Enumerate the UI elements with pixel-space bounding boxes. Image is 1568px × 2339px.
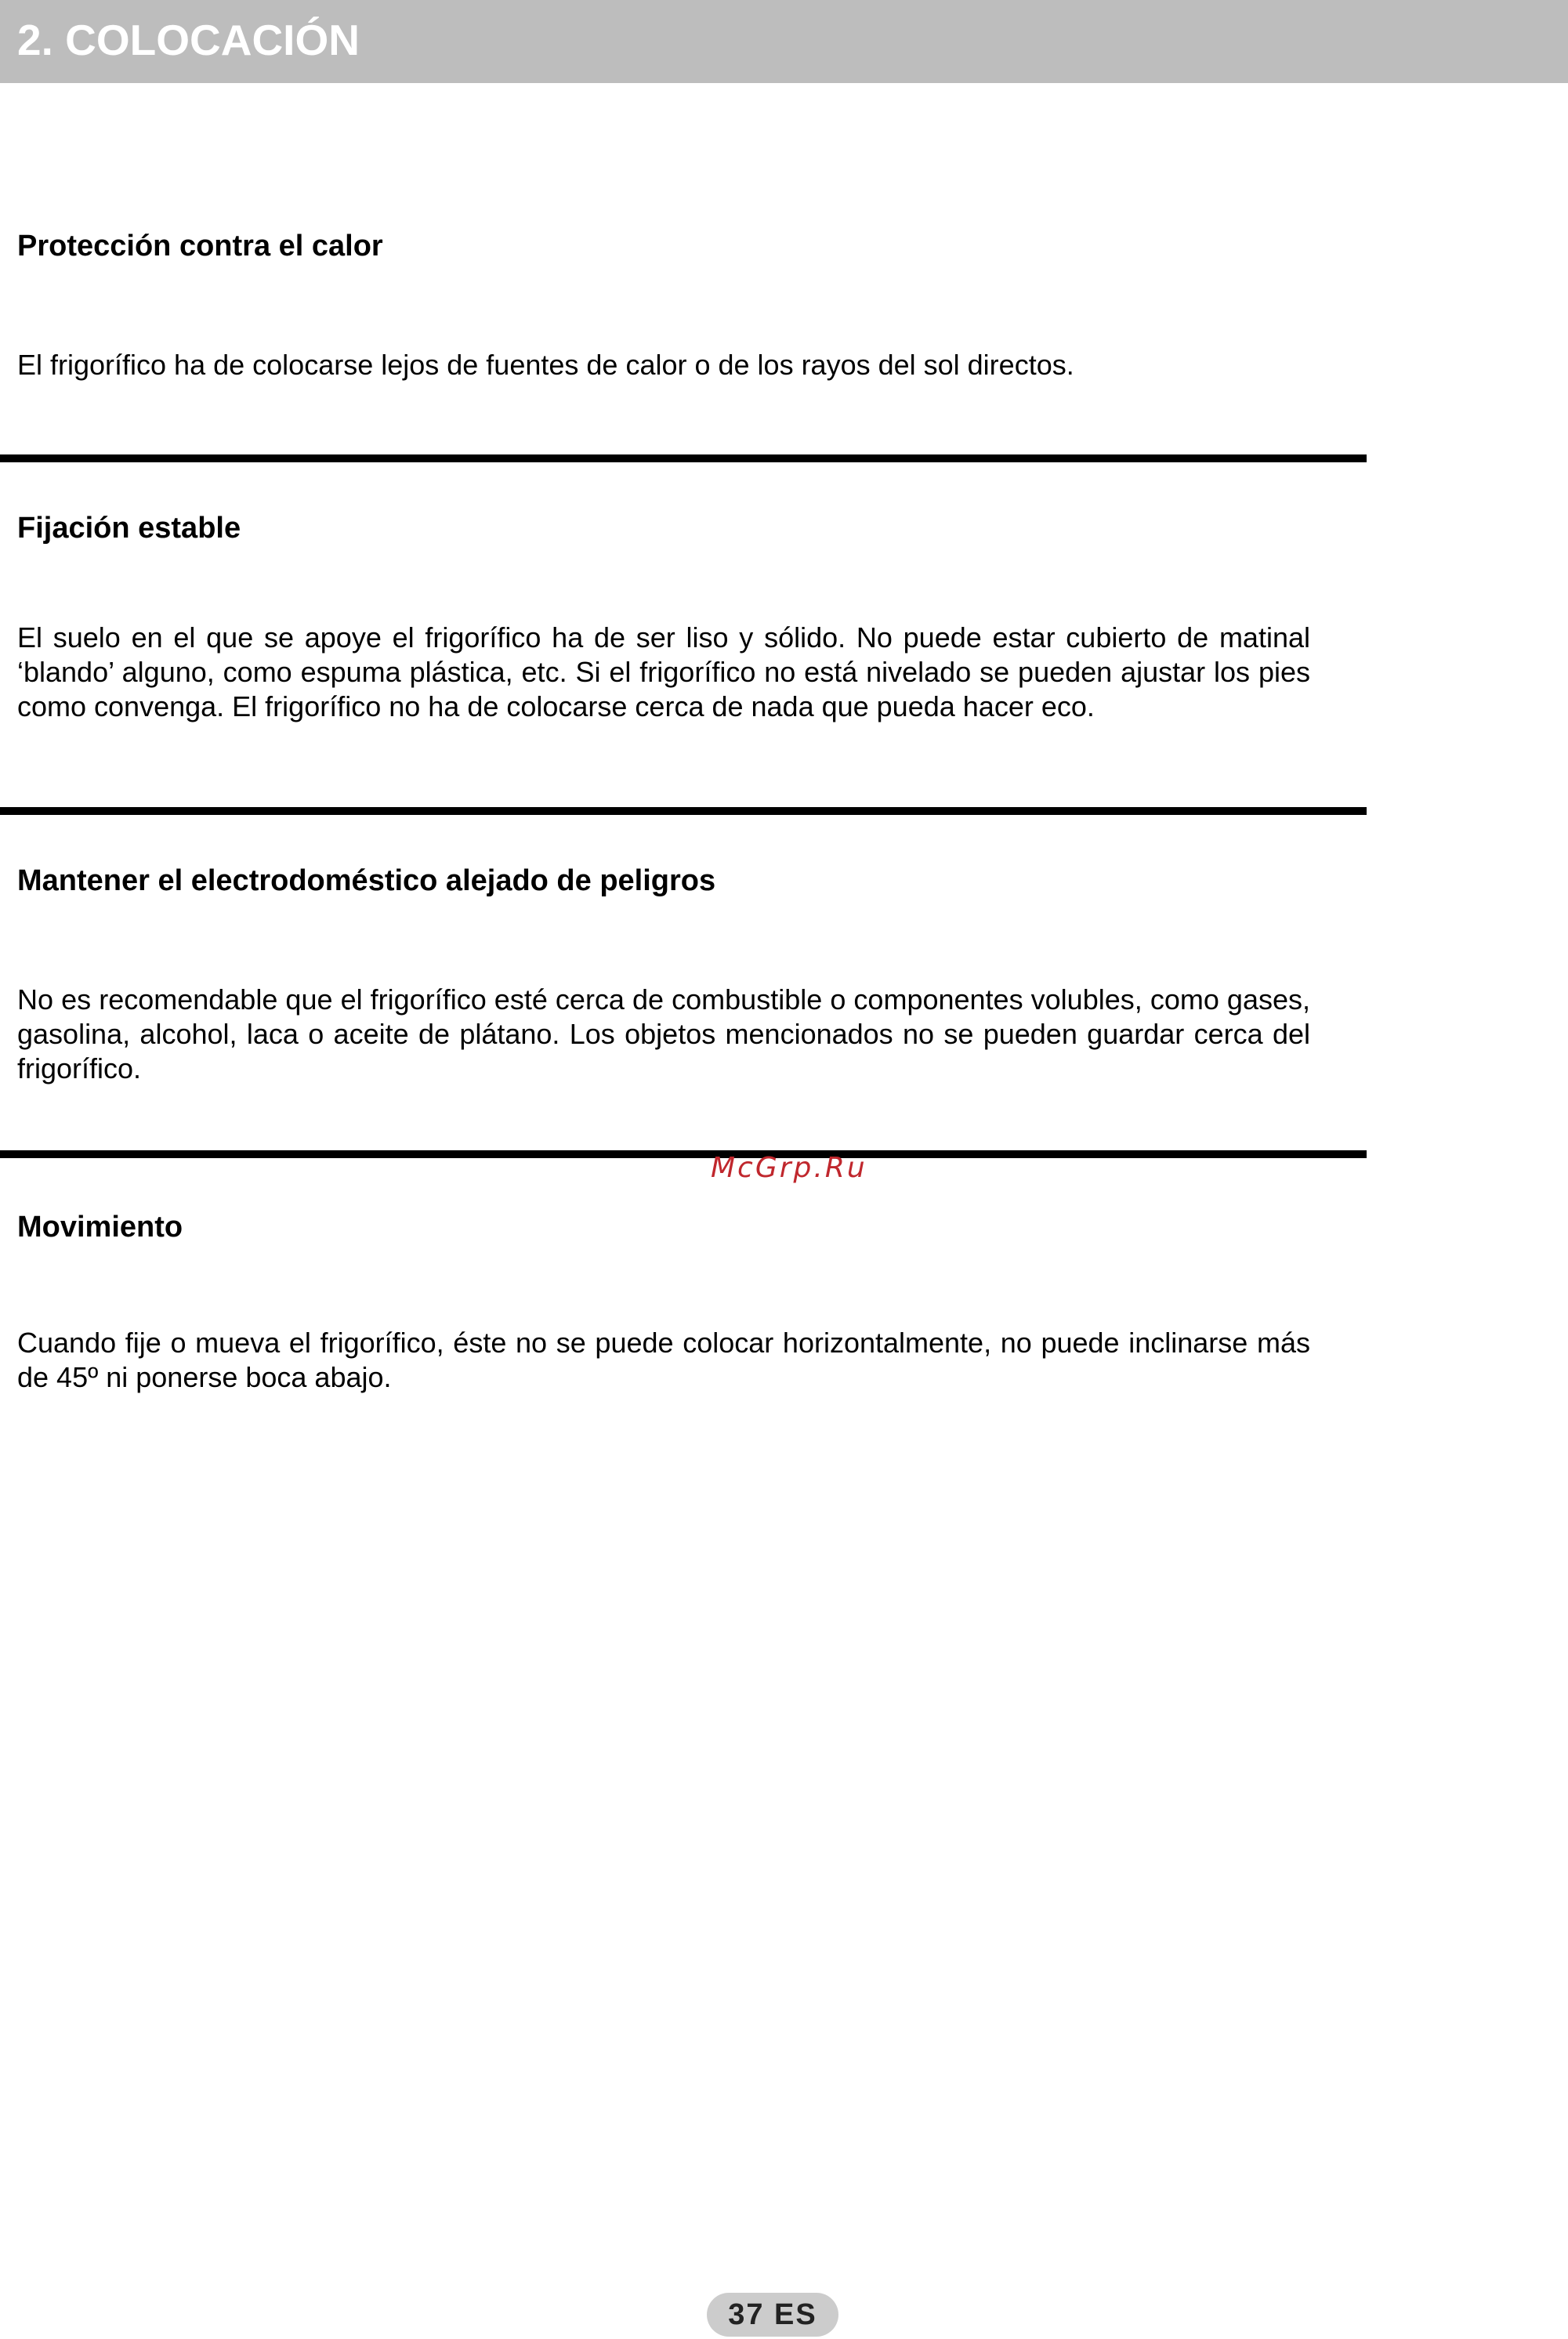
section-heading-heat-protection: Protección contra el calor bbox=[17, 230, 383, 263]
section-body-stable-fixing: El suelo en el que se apoye el frigorífico ha de ser liso y sólido. No puede estar cubierto de matinal ‘blando’ alguno, como espuma plástica, etc. Si el frigorífico no está nivelado se pueden ajustar los pies como convenga. El frigorífico no ha de colocarse cerca de nada que pueda hacer eco. bbox=[17, 621, 1310, 722]
watermark-text: McGrp.Ru bbox=[711, 1152, 867, 1184]
page-header-band bbox=[0, 0, 1568, 83]
section-divider bbox=[0, 807, 1367, 815]
section-heading-stable-fixing: Fijación estable bbox=[17, 512, 241, 545]
section-heading-keep-away-hazards: Mantener el electrodoméstico alejado de peligros bbox=[17, 864, 716, 897]
section-heading-movement: Movimiento bbox=[17, 1211, 183, 1244]
section-body-movement: Cuando fije o mueva el frigorífico, éste no se puede colocar horizontalmente, no puede inclinarse más de 45º ni ponerse boca abajo. bbox=[17, 1327, 1310, 1393]
section-divider bbox=[0, 454, 1367, 462]
section-divider bbox=[0, 1150, 1367, 1158]
page-title: 2. COLOCACIÓN bbox=[17, 16, 360, 64]
page-number-badge: 37 ES bbox=[707, 2293, 838, 2337]
section-body-keep-away-hazards: No es recomendable que el frigorífico esté cerca de combustible o componentes volubles, como gases, gasolina, alcohol, laca o aceite de plátano. Los objetos mencionados no se pueden guardar cerca del frigorífico. bbox=[17, 983, 1310, 1084]
section-body-heat-protection: El frigorífico ha de colocarse lejos de fuentes de calor o de los rayos del sol directos. bbox=[17, 349, 1074, 381]
